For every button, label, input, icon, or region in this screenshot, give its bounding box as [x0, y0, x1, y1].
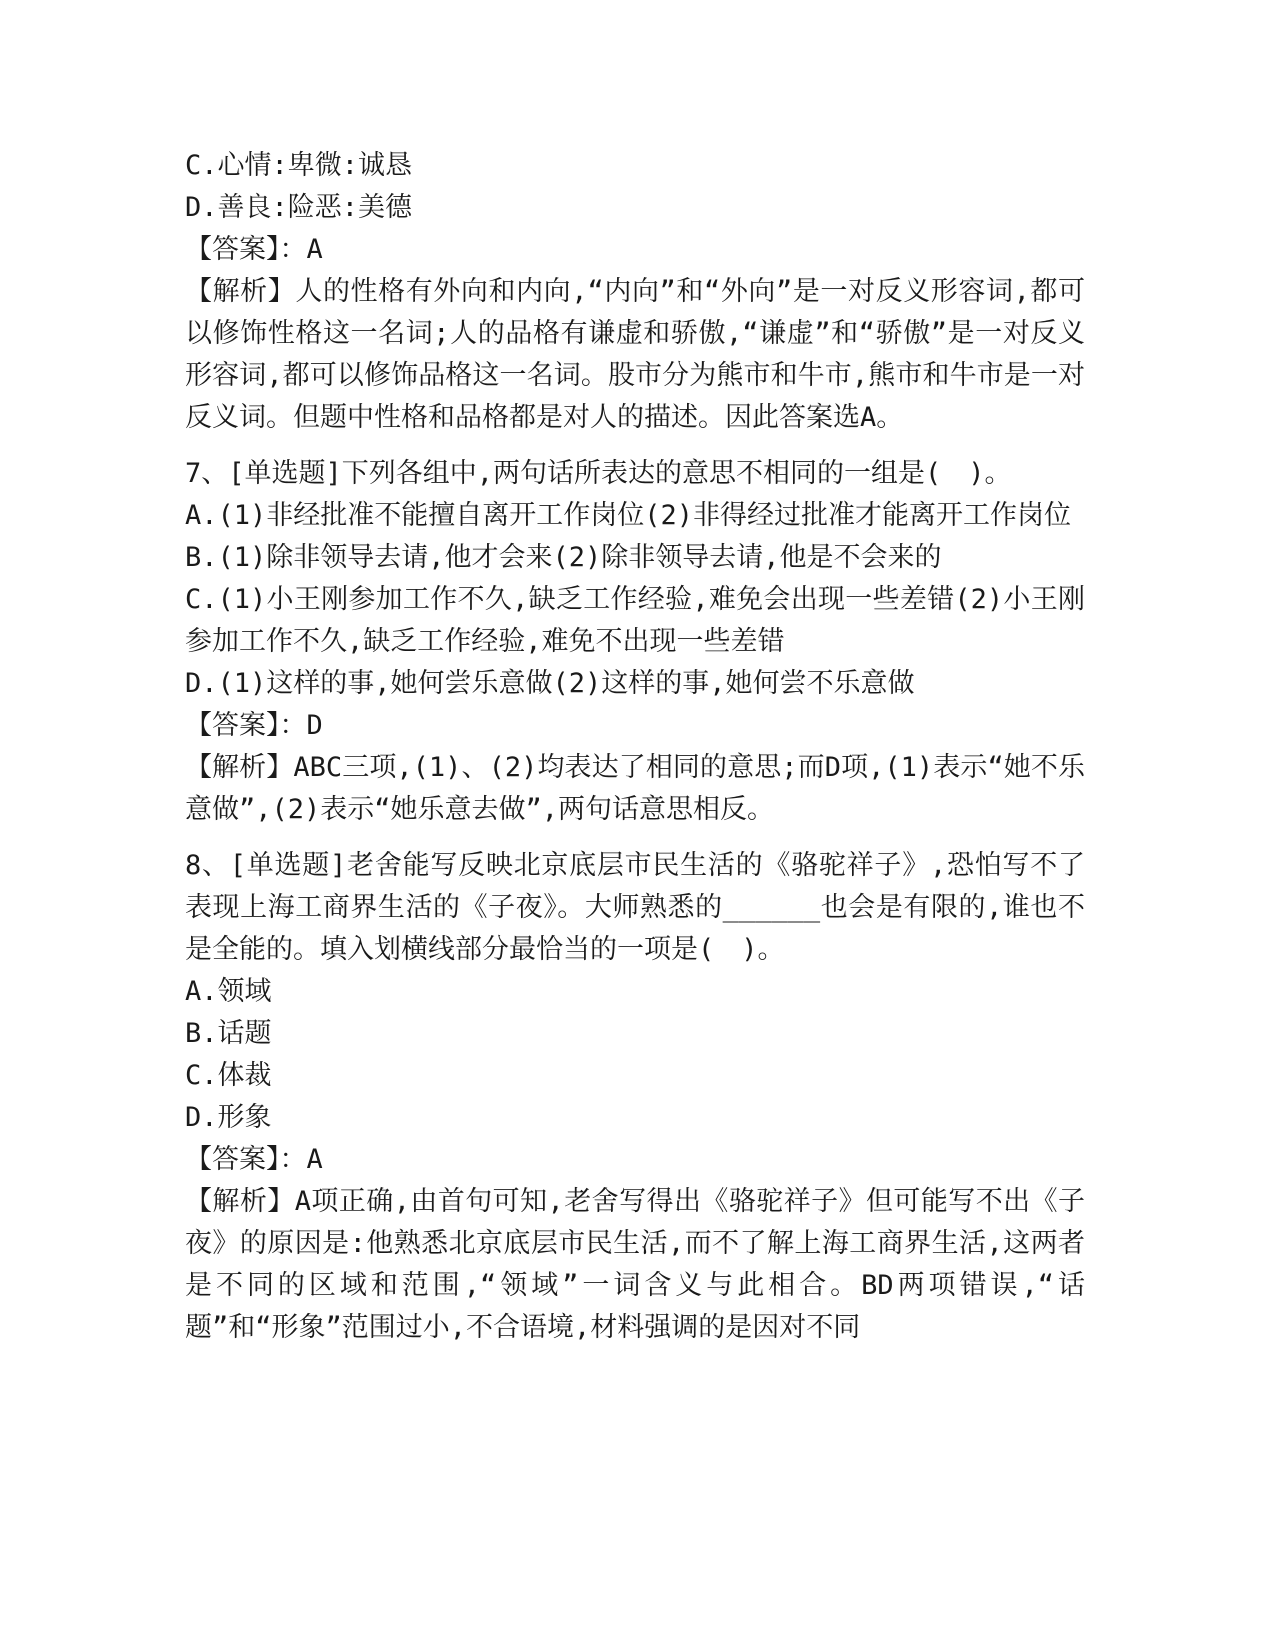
q7-option-c: C.(1)小王刚参加工作不久,缺乏工作经验,难免会出现一些差错(2)小王刚参加工作不久,缺乏工作经验,难免不出现一些差错	[185, 584, 1085, 657]
question-8	[185, 845, 1085, 1349]
q7-stem: 7、[单选题]下列各组中,两句话所表达的意思不相同的一组是( )。	[185, 458, 1012, 489]
q6-option-c: C.心情:卑微:诚恳	[185, 150, 413, 181]
q7-option-d: D.(1)这样的事,她何尝乐意做(2)这样的事,她何尝不乐意做	[185, 668, 915, 699]
q6-answer: 【答案】：A	[185, 234, 323, 265]
q8-option-b: B.话题	[185, 1018, 272, 1049]
q8-option-d: D.形象	[185, 1102, 272, 1133]
q8-answer: 【答案】：A	[185, 1144, 323, 1175]
q6-option-d: D.善良:险恶:美德	[185, 192, 413, 223]
question-6-continued	[185, 145, 1085, 439]
q8-option-c: C.体裁	[185, 1060, 272, 1091]
q8-stem: 8、[单选题]老舍能写反映北京底层市民生活的《骆驼祥子》,恐怕写不了表现上海工商界生活的《子夜》。大师熟悉的______也会是有限的,谁也不是全能的。填入划横线部分最恰当的一项是( )。	[185, 850, 1085, 965]
q6-analysis: 【解析】人的性格有外向和内向,“内向”和“外向”是一对反义形容词,都可以修饰性格这一名词;人的品格有谦虚和骄傲,“谦虚”和“骄傲”是一对反义形容词,都可以修饰品格这一名词。股市分为熊市和牛市,熊市和牛市是一对反义词。但题中性格和品格都是对人的描述。因此答案选A。	[185, 276, 1085, 433]
q7-answer: 【答案】：D	[185, 710, 323, 741]
document-page	[185, 145, 1085, 1349]
question-7	[185, 453, 1085, 831]
q8-analysis: 【解析】A项正确,由首句可知,老舍写得出《骆驼祥子》但可能写不出《子夜》的原因是:他熟悉北京底层市民生活,而不了解上海工商界生活,这两者是不同的区域和范围,“领域”一词含义与此相合。BD两项错误,“话题”和“形象”范围过小,不合语境,材料强调的是因对不同	[185, 1186, 1085, 1343]
q8-option-a: A.领域	[185, 976, 272, 1007]
q7-option-a: A.(1)非经批准不能擅自离开工作岗位(2)非得经过批准才能离开工作岗位	[185, 500, 1072, 531]
q7-analysis: 【解析】ABC三项,(1)、(2)均表达了相同的意思;而D项,(1)表示“她不乐意做”,(2)表示“她乐意去做”,两句话意思相反。	[185, 752, 1085, 825]
q7-option-b: B.(1)除非领导去请,他才会来(2)除非领导去请,他是不会来的	[185, 542, 942, 573]
